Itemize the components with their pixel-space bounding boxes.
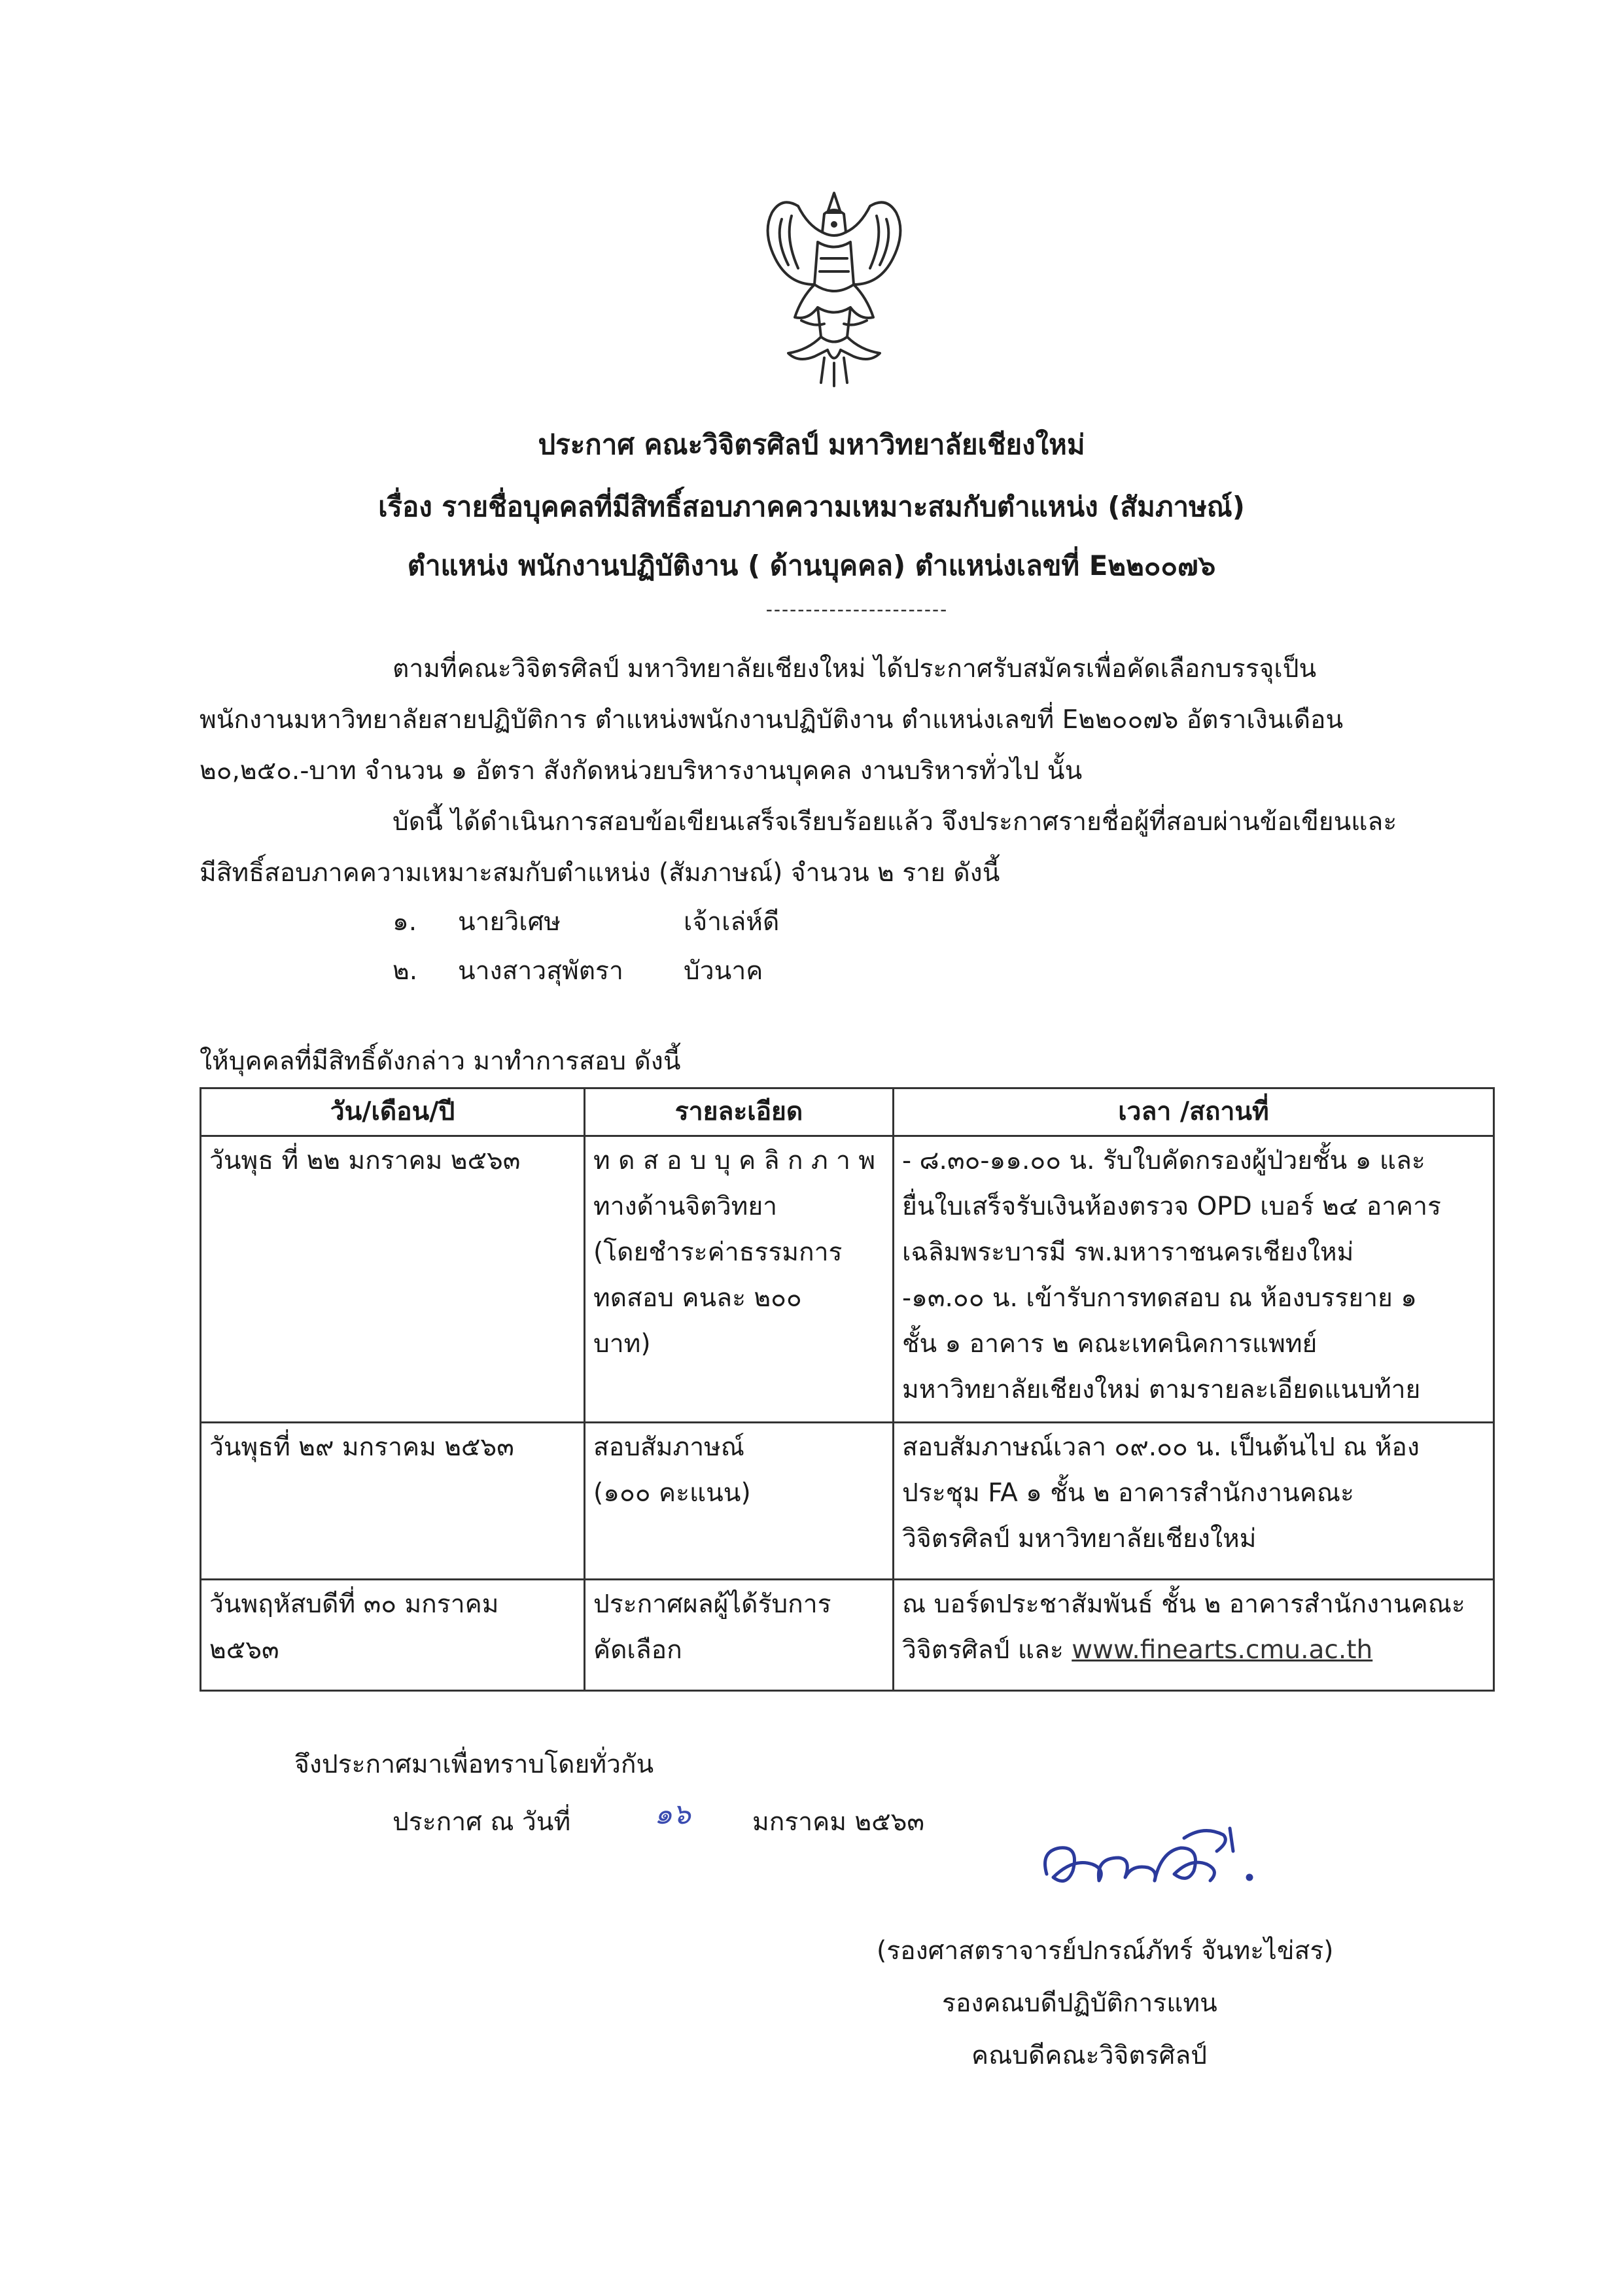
place-text: ชั้น ๑ อาคาร ๒ คณะเทคนิคการแพทย์ (902, 1329, 1318, 1359)
detail-text: บาท) (593, 1329, 651, 1359)
place-text: วิจิตรศิลป์ มหาวิทยาลัยเชียงใหม่ (902, 1524, 1257, 1554)
candidate-last-name: เจ้าเล่ห์ดี (684, 907, 780, 937)
table-intro: ให้บุคคลที่มีสิทธิ์ดังกล่าว มาทำการสอบ ดังนี้ (200, 1047, 681, 1076)
detail-cell (585, 1580, 894, 1691)
announce-date-day: ๑๖ (654, 1798, 691, 1831)
table-header-row (201, 1088, 1494, 1136)
date-text: วันพฤหัสบดีที่ ๓๐ มกราคม (209, 1590, 499, 1619)
detail-text: สอบสัมภาษณ์ (593, 1433, 744, 1462)
place-text-with-link (902, 1627, 1485, 1673)
paragraph-1-line-3: ๒๐,๒๕๐.-บาท จำนวน ๑ อัตรา สังกัดหน่วยบริหารงานบุคคล งานบริหารทั่วไป นั้น (200, 756, 1083, 786)
separator-line: ----------------------- (765, 599, 949, 620)
faculty-website-link[interactable]: www.finearts.cmu.ac.th (1072, 1635, 1373, 1665)
place-cell (894, 1423, 1494, 1580)
closing-statement: จึงประกาศมาเพื่อทราบโดยทั่วกัน (294, 1750, 654, 1779)
candidate-last-name: บัวนาค (684, 956, 763, 986)
signer-title-1: รองคณบดีปฏิบัติการแทน (942, 1989, 1217, 2018)
detail-text: (๑๐๐ คะแนน) (593, 1478, 751, 1508)
place-text: ณ บอร์ดประชาสัมพันธ์ ชั้น ๒ อาคารสำนักงานคณะ (902, 1590, 1465, 1619)
column-header-date: วัน/เดือน/ปี (201, 1088, 585, 1136)
candidate-number: ๒. (393, 956, 418, 986)
paragraph-1-line-1: ตามที่คณะวิจิตรศิลป์ มหาวิทยาลัยเชียงใหม่ ได้ประกาศรับสมัครเพื่อคัดเลือกบรรจุเป็น (393, 654, 1317, 684)
paragraph-2-line-2: มีสิทธิ์สอบภาคความเหมาะสมกับตำแหน่ง (สัมภาษณ์) จำนวน ๒ ราย ดังนี้ (200, 858, 1000, 888)
detail-text: (โดยชำระค่าธรรมการ (593, 1238, 843, 1267)
date-cell (201, 1136, 585, 1423)
date-cell (201, 1580, 585, 1691)
announce-date-prefix: ประกาศ ณ วันที่ (393, 1807, 571, 1837)
detail-cell (585, 1136, 894, 1423)
place-text: -๑๓.๐๐ น. เข้ารับการทดสอบ ณ ห้องบรรยาย ๑ (902, 1283, 1417, 1313)
place-text: - ๘.๓๐-๑๑.๐๐ น. รับใบคัดกรองผู้ป่วยชั้น ๑ และ (902, 1146, 1425, 1175)
announcement-title: ประกาศ คณะวิจิตรศิลป์ มหาวิทยาลัยเชียงใหม่ (538, 428, 1085, 461)
exam-schedule-table (200, 1087, 1495, 1692)
candidate-number: ๑. (393, 907, 417, 937)
detail-text: ประกาศผลผู้ได้รับการ (593, 1590, 831, 1619)
column-header-time-place: เวลา /สถานที่ (894, 1088, 1494, 1136)
signer-name: (รองศาสตราจารย์ปกรณ์ภัทร์ จันทะไข่สร) (877, 1936, 1334, 1966)
table-row (201, 1423, 1494, 1580)
signer-title-2: คณบดีคณะวิจิตรศิลป์ (971, 2041, 1208, 2070)
detail-text: ท ด ส อ บ บุ ค ลิ ก ภ า พ (593, 1146, 876, 1175)
detail-text: ทางด้านจิตวิทยา (593, 1192, 778, 1221)
detail-text: ทดสอบ คนละ ๒๐๐ (593, 1283, 802, 1313)
place-text: ประชุม FA ๑ ชั้น ๒ อาคารสำนักงานคณะ (902, 1478, 1354, 1508)
detail-text: คัดเลือก (593, 1635, 682, 1665)
announce-date-month-year: มกราคม ๒๕๖๓ (752, 1807, 925, 1837)
position-line: ตำแหน่ง พนักงานปฏิบัติงาน ( ด้านบุคคล) ตำแหน่งเลขที่ E๒๒๐๐๗๖ (407, 549, 1216, 582)
place-cell (894, 1580, 1494, 1691)
column-header-detail: รายละเอียด (585, 1088, 894, 1136)
table-row (201, 1580, 1494, 1691)
date-text: ๒๕๖๓ (209, 1635, 279, 1665)
date-cell (201, 1423, 585, 1580)
table-row (201, 1136, 1494, 1423)
garuda-emblem (736, 186, 932, 392)
place-cell (894, 1136, 1494, 1423)
paragraph-2-line-1: บัดนี้ ได้ดำเนินการสอบข้อเขียนเสร็จเรียบร้อยแล้ว จึงประกาศรายชื่อผู้ที่สอบผ่านข้อเขียนและ (393, 807, 1397, 837)
handwritten-signature (1034, 1812, 1282, 1904)
candidate-first-name: นายวิเศษ (458, 907, 561, 937)
place-text: เฉลิมพระบารมี รพ.มหาราชนครเชียงใหม่ (902, 1238, 1354, 1267)
candidate-first-name: นางสาวสุพัตรา (458, 956, 623, 986)
detail-cell (585, 1423, 894, 1580)
date-text: วันพุธที่ ๒๙ มกราคม ๒๕๖๓ (209, 1433, 514, 1462)
paragraph-1-line-2: พนักงานมหาวิทยาลัยสายปฏิบัติการ ตำแหน่งพนักงานปฏิบัติงาน ตำแหน่งเลขที่ E๒๒๐๐๗๖ อัตราเงินเดือน (200, 705, 1344, 735)
announcement-subject: เรื่อง รายชื่อบุคคลที่มีสิทธิ์สอบภาคความเหมาะสมกับตำแหน่ง (สัมภาษณ์) (378, 491, 1245, 523)
date-text: วันพุธ ที่ ๒๒ มกราคม ๒๕๖๓ (209, 1146, 521, 1175)
place-text: ยื่นใบเสร็จรับเงินห้องตรวจ OPD เบอร์ ๒๔ อาคาร (902, 1192, 1441, 1221)
place-text: สอบสัมภาษณ์เวลา ๐๙.๐๐ น. เป็นต้นไป ณ ห้อง (902, 1433, 1420, 1462)
place-text: มหาวิทยาลัยเชียงใหม่ ตามรายละเอียดแนบท้าย (902, 1375, 1421, 1404)
place-text: วิจิตรศิลป์ และ (902, 1635, 1072, 1665)
